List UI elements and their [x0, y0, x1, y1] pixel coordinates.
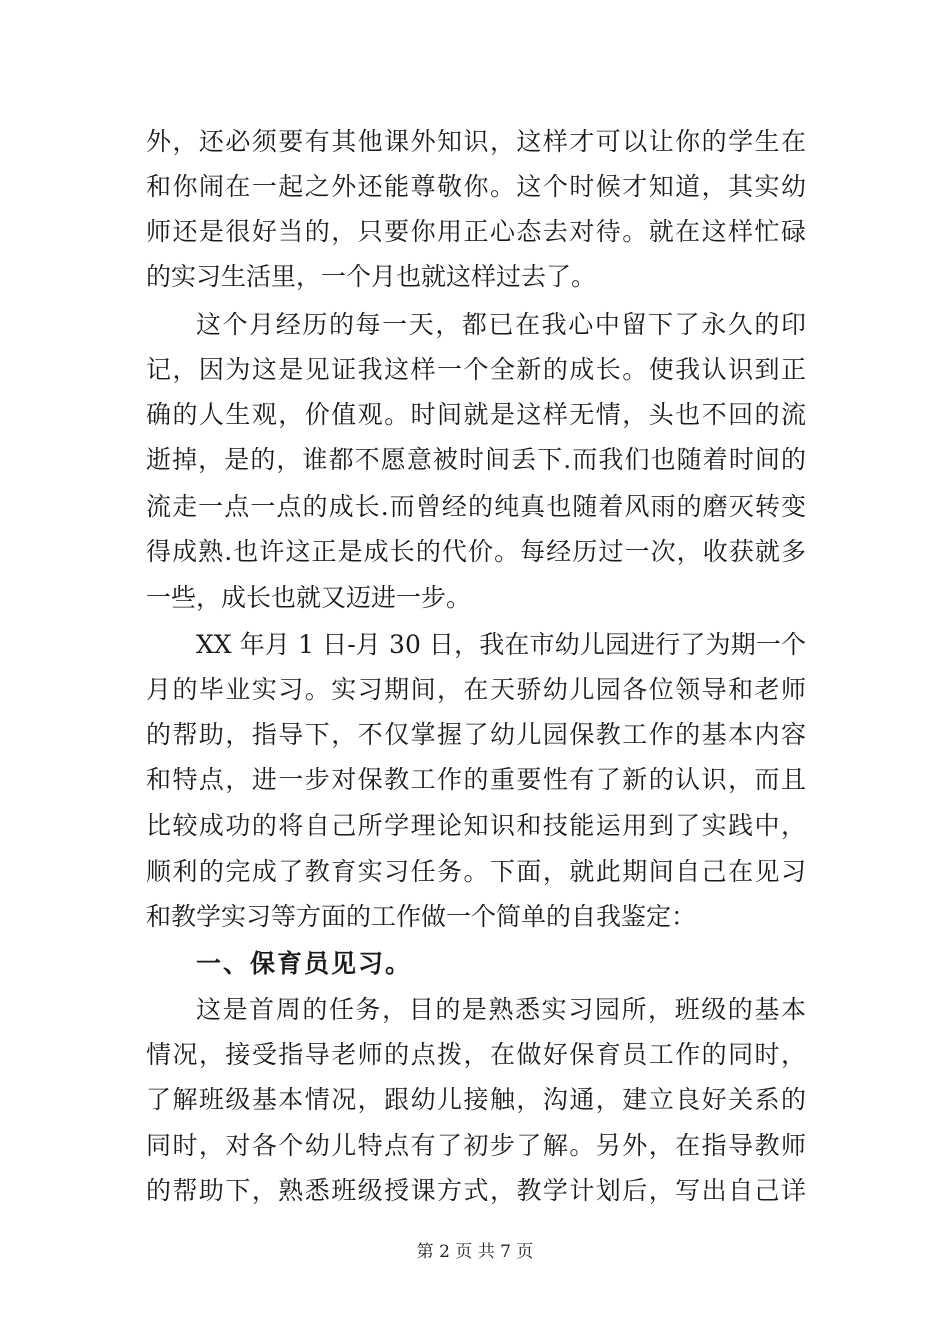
- body-text-line: 和教学实习等方面的工作做一个简单的自我鉴定：: [146, 902, 697, 931]
- body-text-line: 这个月经历的每一天，都已在我心中留下了永久的印: [196, 310, 806, 339]
- body-text-line: 逝掉，是的，谁都不愿意被时间丢下.而我们也随着时间的: [146, 445, 806, 474]
- body-text-line: 顺利的完成了教育实习任务。下面，就此期间自己在见习: [146, 857, 806, 886]
- body-text-line: 流走一点一点的成长.而曾经的纯真也随着风雨的磨灭转变: [146, 492, 806, 521]
- body-text-line: 比较成功的将自己所学理论知识和技能运用到了实践中，: [146, 811, 806, 840]
- body-text-line: 记，因为这是见证我这样一个全新的成长。使我认识到正: [146, 355, 806, 384]
- body-text-line: XX 年月 1 日-月 30 日，我在市幼儿园进行了为期一个: [196, 630, 806, 659]
- body-text-line: 的帮助下，熟悉班级授课方式，教学计划后，写出自己详: [146, 1176, 806, 1205]
- body-text-line: 确的人生观，价值观。时间就是这样无情，头也不回的流: [146, 400, 806, 429]
- body-text-line: 的实习生活里，一个月也就这样过去了。: [146, 262, 597, 291]
- body-text-line: 的帮助，指导下，不仅掌握了幼儿园保教工作的基本内容: [146, 720, 806, 749]
- section-heading: 一、保育员见习。: [196, 949, 413, 978]
- body-text-line: 和你闹在一起之外还能尊敬你。这个时候才知道，其实幼: [146, 172, 806, 201]
- body-text-line: 外，还必须要有其他课外知识，这样才可以让你的学生在: [146, 127, 806, 156]
- page-number-footer: 第 2 页 共 7 页: [416, 1242, 534, 1262]
- body-text-line: 这是首周的任务，目的是熟悉实习园所，班级的基本: [196, 995, 806, 1024]
- body-text-line: 得成熟.也许这正是成长的代价。每经历过一次，收获就多: [146, 537, 806, 566]
- body-text-line: 月的毕业实习。实习期间，在天骄幼儿园各位领导和老师: [146, 675, 806, 704]
- body-text-line: 师还是很好当的，只要你用正心态去对待。就在这样忙碌: [146, 217, 806, 246]
- body-text-line: 一些，成长也就又迈进一步。: [146, 583, 472, 612]
- body-text-line: 情况，接受指导老师的点拨，在做好保育员工作的同时，: [146, 1040, 806, 1069]
- body-text-line: 和特点，进一步对保教工作的重要性有了新的认识，而且: [146, 765, 806, 794]
- body-text-line: 同时，对各个幼儿特点有了初步了解。另外，在指导教师: [146, 1131, 806, 1160]
- body-text-line: 了解班级基本情况，跟幼儿接触，沟通，建立良好关系的: [146, 1085, 806, 1114]
